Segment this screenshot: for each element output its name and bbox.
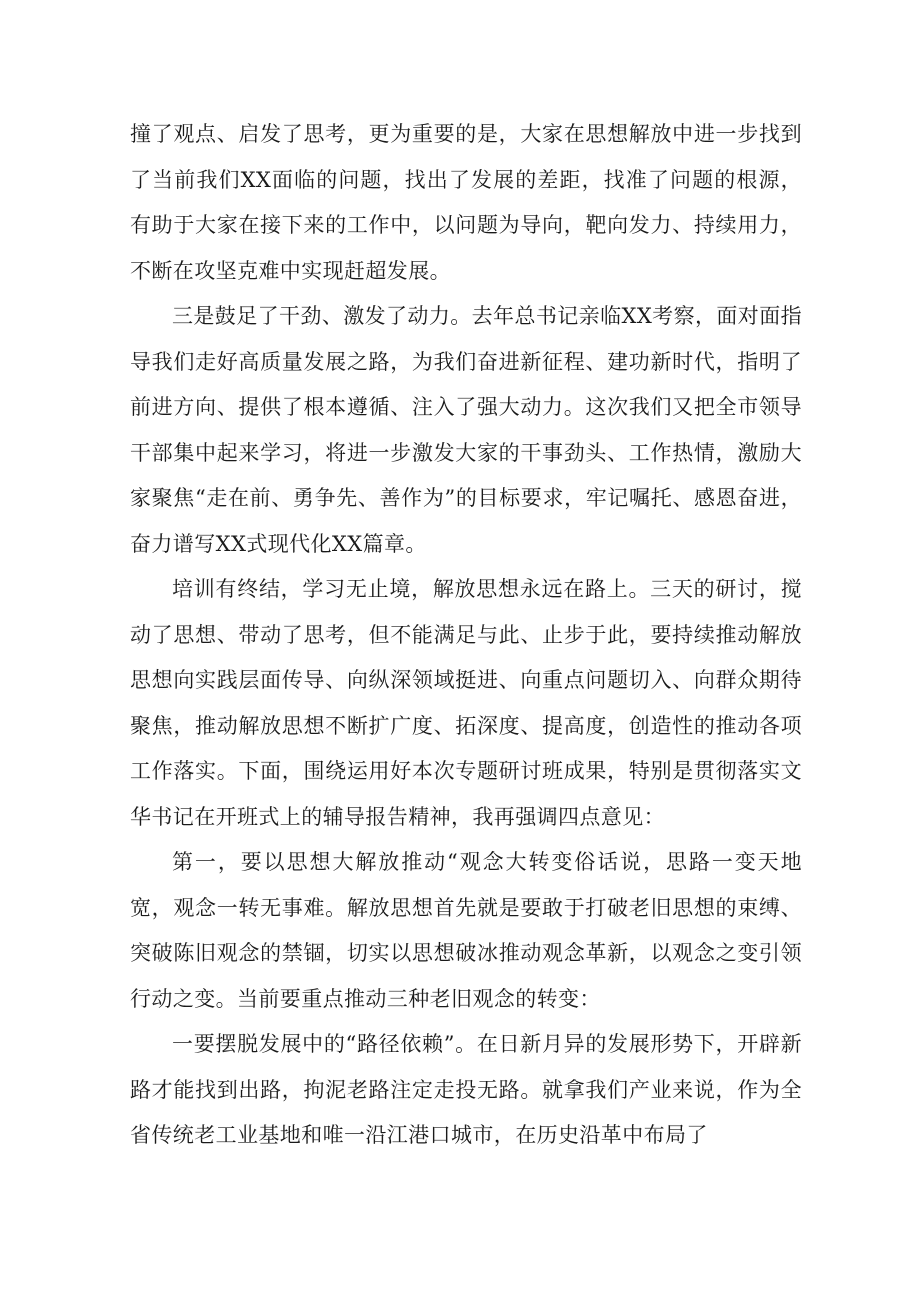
paragraph-3: 培训有终结，学习无止境，解放思想永远在路上。三天的研讨，搅动了思想、带动了思考，但不能满足与此、止步于此，要持续推动解放思想向实践层面传导、向纵深领域挺进、向重点问题切入、向群众期待聚焦，推动解放思想不断扩广度、拓深度、提高度，创造性的推动各项工作落实。下面，围绕运用好本次专题研讨班成果，特别是贯彻落实文华书记在开班式上的辅导报告精神，我再强调四点意见： <box>130 577 802 829</box>
document-body <box>130 112 802 1159</box>
paragraph-4: 第一，要以思想大解放推动“观念大转变俗话说，思路一变天地宽，观念一转无事难。解放思想首先就是要敢于打破老旧思想的束缚、突破陈旧观念的禁锢，切实以思想破冰推动观念革新，以观念之变引领行动之变。当前要重点推动三种老旧观念的转变： <box>130 850 802 1011</box>
paragraph-1: 撞了观点、启发了思考，更为重要的是，大家在思想解放中进一步找到了当前我们XX面临的问题，找出了发展的差距，找准了问题的根源，有助于大家在接下来的工作中，以问题为导向，靶向发力、持续用力，不断在攻坚克难中实现赶超发展。 <box>130 122 802 283</box>
paragraph-5: 一要摆脱发展中的“路径依赖”。在日新月异的发展形势下，开辟新路才能找到出路，拘泥老路注定走投无路。就拿我们产业来说，作为全省传统老工业基地和唯一沿江港口城市，在历史沿革中布局了 <box>130 1032 802 1147</box>
paragraph-2: 三是鼓足了干劲、激发了动力。去年总书记亲临XX考察，面对面指导我们走好高质量发展之路，为我们奋进新征程、建功新时代，指明了前进方向、提供了根本遵循、注入了强大动力。这次我们又把全市领导干部集中起来学习，将进一步激发大家的干事劲头、工作热情，激励大家聚焦“走在前、勇争先、善作为”的目标要求，牢记嘱托、感恩奋进，奋力谱写XX式现代化XX篇章。 <box>130 304 802 556</box>
